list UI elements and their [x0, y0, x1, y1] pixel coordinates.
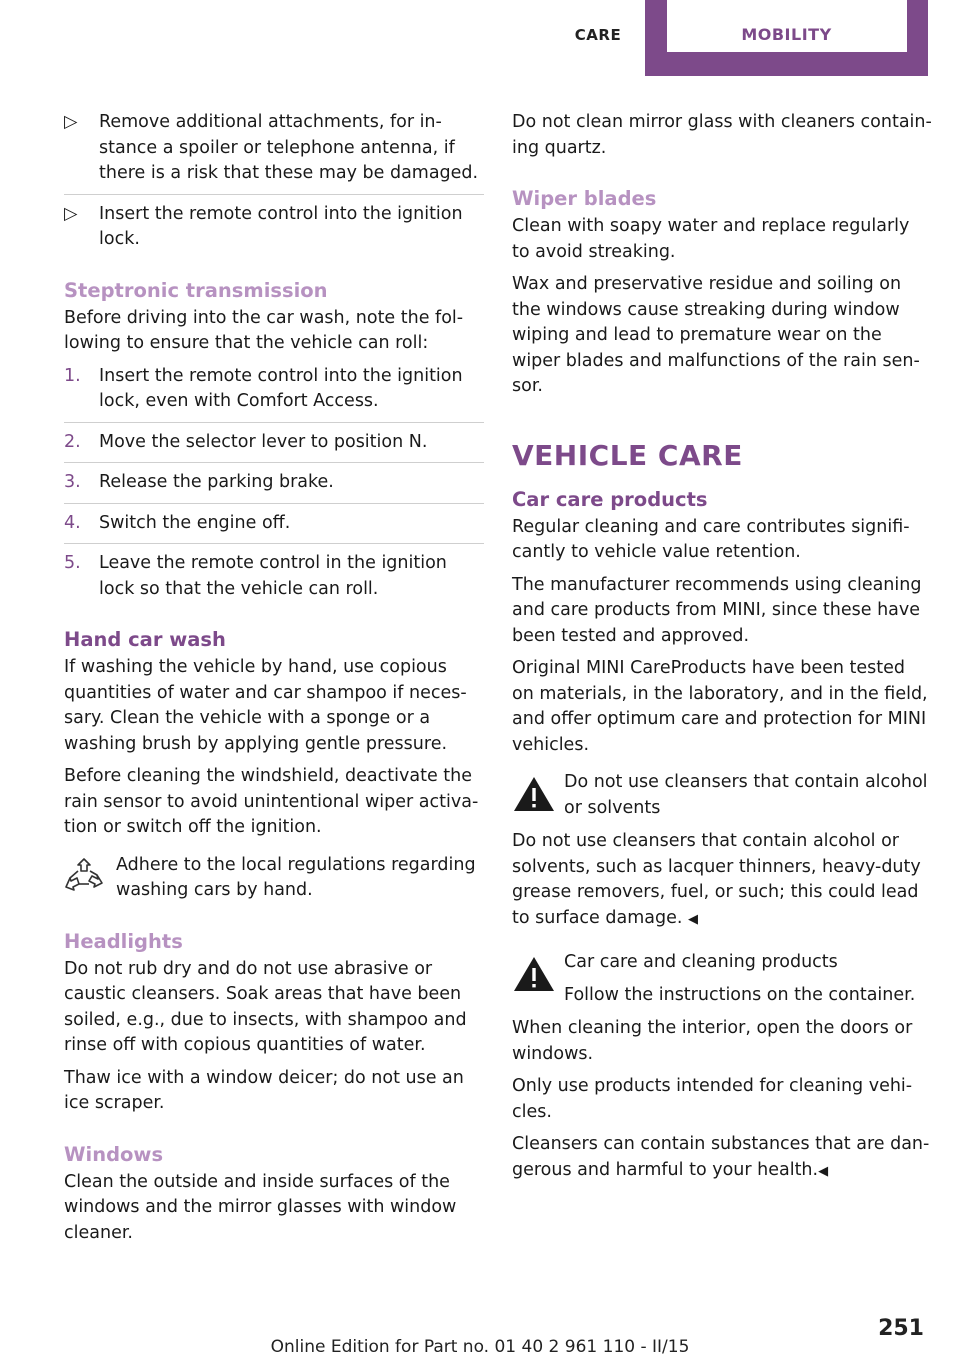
step-text: Switch the engine off. — [99, 512, 291, 533]
divider — [64, 462, 484, 463]
car-care-paragraph: When cleaning the interior, open the doors or windows. — [512, 1018, 913, 1064]
step-text: Insert the remote control into the ignition lock, even with Comfort Access. — [99, 365, 463, 411]
environment-note — [64, 853, 484, 904]
warning-text: Follow the instructions on the container. — [564, 984, 916, 1005]
chapter-tab — [645, 0, 928, 76]
car-care-paragraph: The manufacturer recommends using cleaning and care products from MINI, since these have been tested and approved. — [512, 574, 922, 646]
headlights-heading: Headlights — [64, 929, 183, 953]
step-number: 4. — [64, 512, 81, 533]
warning-text — [512, 829, 932, 932]
section-label: CARE — [574, 26, 622, 44]
warning-title: Car care and cleaning products — [564, 952, 838, 972]
step-item — [64, 551, 484, 602]
divider — [64, 543, 484, 544]
divider — [64, 503, 484, 504]
step-item — [64, 364, 484, 415]
vehicle-care-heading: VEHICLE CARE — [512, 438, 743, 472]
mirror-paragraph: Do not clean mirror glass with cleaners containing quartz. — [512, 112, 932, 158]
end-mark: ◀ — [688, 911, 698, 927]
warning-icon — [512, 954, 556, 994]
warning-title: Do not use cleansers that contain alcohol or solvents — [564, 772, 928, 818]
chapter-label: MOBILITY — [741, 25, 832, 44]
wiper-paragraph: Clean with soapy water and replace regularly to avoid streaking. — [512, 216, 910, 262]
left-column — [64, 110, 484, 1253]
environment-note-text: Adhere to the local regulations regarding washing cars by hand. — [116, 854, 476, 900]
car-care-paragraph: Only use products intended for cleaning vehicles. — [512, 1076, 913, 1122]
wiper-paragraph: Wax and preservative residue and soiling on the windows cause streaking during window wiping and lead to premature wear on the wiper blades and malfunctions of the rain sensor. — [512, 274, 920, 396]
step-text: Move the selector lever to position N. — [99, 431, 428, 452]
divider — [64, 194, 484, 195]
step-item — [64, 430, 484, 456]
step-number: 5. — [64, 553, 81, 573]
car-care-paragraph — [512, 1132, 932, 1184]
wiper-heading: Wiper blades — [512, 187, 657, 210]
bullet-text: Remove additional attachments, for instance a spoiler or telephone antenna, if there is a risk that these may be damaged. — [99, 112, 479, 183]
steptronic-heading: Steptronic transmission — [64, 278, 328, 302]
bullet-item — [64, 202, 484, 253]
car-care-paragraph-body: Cleansers can contain substances that are dangerous and harmful to your health. — [512, 1134, 930, 1180]
car-care-products-heading: Car care products — [512, 487, 708, 511]
triangle-bullet-icon: ▷ — [64, 112, 78, 132]
warning-icon — [512, 774, 556, 814]
footer-edition: Online Edition for Part no. 01 40 2 961 110 - II/15 — [270, 1337, 690, 1357]
steptronic-intro: Before driving into the car wash, note the following to ensure that the vehicle can roll: — [64, 307, 464, 353]
hand-wash-paragraph: Before cleaning the windshield, deactivate the rain sensor to avoid unintentional wiper activation or switch off the ignition. — [64, 766, 479, 837]
car-care-paragraph: Regular cleaning and care contributes significantly to vehicle value retention. — [512, 516, 910, 562]
step-number: 1. — [64, 365, 81, 386]
step-number: 2. — [64, 431, 81, 452]
bullet-item — [64, 110, 484, 187]
hand-wash-heading: Hand car wash — [64, 628, 226, 651]
warning-text-body: Do not use cleansers that contain alcohol or solvents, such as lacquer thinners, heavy-duty grease removers, fuel, or such; this could lead to surface damage. — [512, 831, 921, 928]
hand-wash-paragraph: If washing the vehicle by hand, use copious quantities of water and car shampoo if necessary. Clean the vehicle with a sponge or a washing brush by applying gentle pressure. — [64, 657, 467, 754]
headlights-paragraph: Thaw ice with a window deicer; do not use an ice scraper. — [64, 1067, 464, 1113]
windows-heading: Windows — [64, 1142, 164, 1166]
headlights-paragraph: Do not rub dry and do not use abrasive or caustic cleansers. Soak areas that have been soiled, e.g., due to insects, with shampoo and rinse off with copious quantities of water. — [64, 958, 467, 1055]
warning-note — [512, 770, 932, 821]
step-item — [64, 511, 484, 537]
step-text: Release the parking brake. — [99, 472, 334, 492]
divider — [64, 422, 484, 423]
step-text: Leave the remote control in the ignition lock so that the vehicle can roll. — [99, 553, 447, 599]
recycle-icon — [64, 857, 104, 897]
right-column — [512, 110, 932, 1191]
car-care-paragraph: Original MINI CareProducts have been tested on materials, in the laboratory, and in the field, and offer optimum care and protection for MINI vehicles. — [512, 658, 928, 755]
bullet-text: Insert the remote control into the ignition lock. — [99, 203, 463, 249]
end-mark: ◀ — [818, 1163, 829, 1179]
step-number: 3. — [64, 472, 81, 492]
step-item — [64, 470, 484, 496]
page-number: 251 — [878, 1316, 924, 1341]
warning-note — [512, 950, 932, 1008]
windows-paragraph: Clean the outside and inside surfaces of the windows and the mirror glasses with window cleaner. — [64, 1171, 457, 1243]
triangle-bullet-icon: ▷ — [64, 203, 78, 224]
